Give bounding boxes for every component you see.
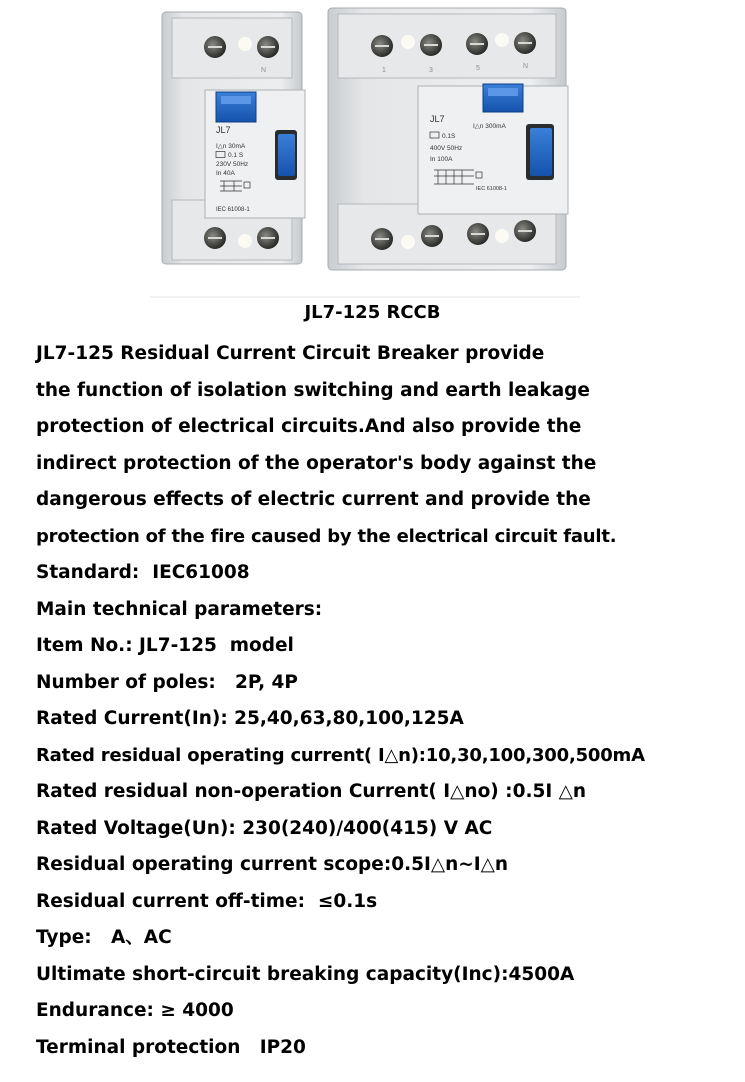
spec-label: 0.1 S bbox=[228, 152, 244, 159]
spec-rated-voltage: Rated Voltage(Un): 230(240)/400(415) V AC bbox=[36, 817, 493, 839]
spec-standard: Standard: IEC61008 bbox=[36, 562, 250, 583]
description-line: JL7-125 Residual Current Circuit Breaker provide bbox=[36, 343, 545, 364]
product-photo bbox=[150, 0, 580, 300]
description-line: protection of the fire caused by the electrical circuit fault. bbox=[36, 525, 617, 547]
rccb-2p bbox=[162, 12, 305, 264]
spec-label: I△n 30mA bbox=[216, 143, 246, 150]
description-line: the function of isolation switching and earth leakage bbox=[36, 379, 590, 401]
spec-breaking-capacity: Ultimate short-circuit breaking capacity(Inc):4500A bbox=[36, 963, 575, 985]
spec-heading: Main technical parameters: bbox=[36, 598, 323, 620]
brand-label: JL7 bbox=[430, 114, 445, 124]
terminal-label: 1 bbox=[382, 67, 386, 74]
spec-terminal-protection: Terminal protection IP20 bbox=[36, 1036, 306, 1058]
spec-label: In 100A bbox=[430, 156, 453, 163]
terminal-label-n: N bbox=[261, 67, 267, 74]
rccb-4p bbox=[328, 8, 568, 270]
spec-type: Type: A、AC bbox=[36, 927, 172, 948]
standard-label: IEC 61008-1 bbox=[476, 186, 507, 192]
spec-residual-operating-current: Rated residual operating current( I△n):10,30,100,300,500mA bbox=[36, 744, 645, 766]
description-block bbox=[36, 340, 745, 1070]
terminal-label: 5 bbox=[476, 65, 480, 72]
spec-residual-non-operation-current: Rated residual non-operation Current( I△no) :0.5I △n bbox=[36, 781, 587, 802]
terminal-label: 3 bbox=[429, 67, 433, 74]
spec-poles: Number of poles: 2P, 4P bbox=[36, 671, 298, 693]
brand-label: JL7 bbox=[216, 125, 231, 135]
spec-label: I△n 300mA bbox=[473, 123, 506, 130]
description-line: indirect protection of the operator's body against the bbox=[36, 452, 597, 474]
standard-label: IEC 61008-1 bbox=[216, 207, 250, 213]
spec-rated-current: Rated Current(In): 25,40,63,80,100,125A bbox=[36, 708, 464, 729]
description-line: dangerous effects of electric current and provide the bbox=[36, 489, 591, 510]
spec-operating-current-scope: Residual operating current scope:0.5I△n~I△n bbox=[36, 854, 509, 875]
product-caption: JL7-125 RCCB bbox=[304, 302, 441, 323]
spec-label: In 40A bbox=[216, 170, 235, 177]
spec-item-no: Item No.: JL7-125 model bbox=[36, 635, 294, 656]
spec-off-time: Residual current off-time: ≤0.1s bbox=[36, 890, 378, 912]
description-line: protection of electrical circuits.And also provide the bbox=[36, 416, 582, 437]
spec-label: 230V 50Hz bbox=[216, 161, 249, 168]
terminal-label: N bbox=[523, 63, 529, 70]
spec-label: 400V 50Hz bbox=[430, 145, 463, 152]
spec-label: 0.1S bbox=[442, 133, 456, 140]
spec-endurance: Endurance: ≥ 4000 bbox=[36, 1000, 234, 1021]
